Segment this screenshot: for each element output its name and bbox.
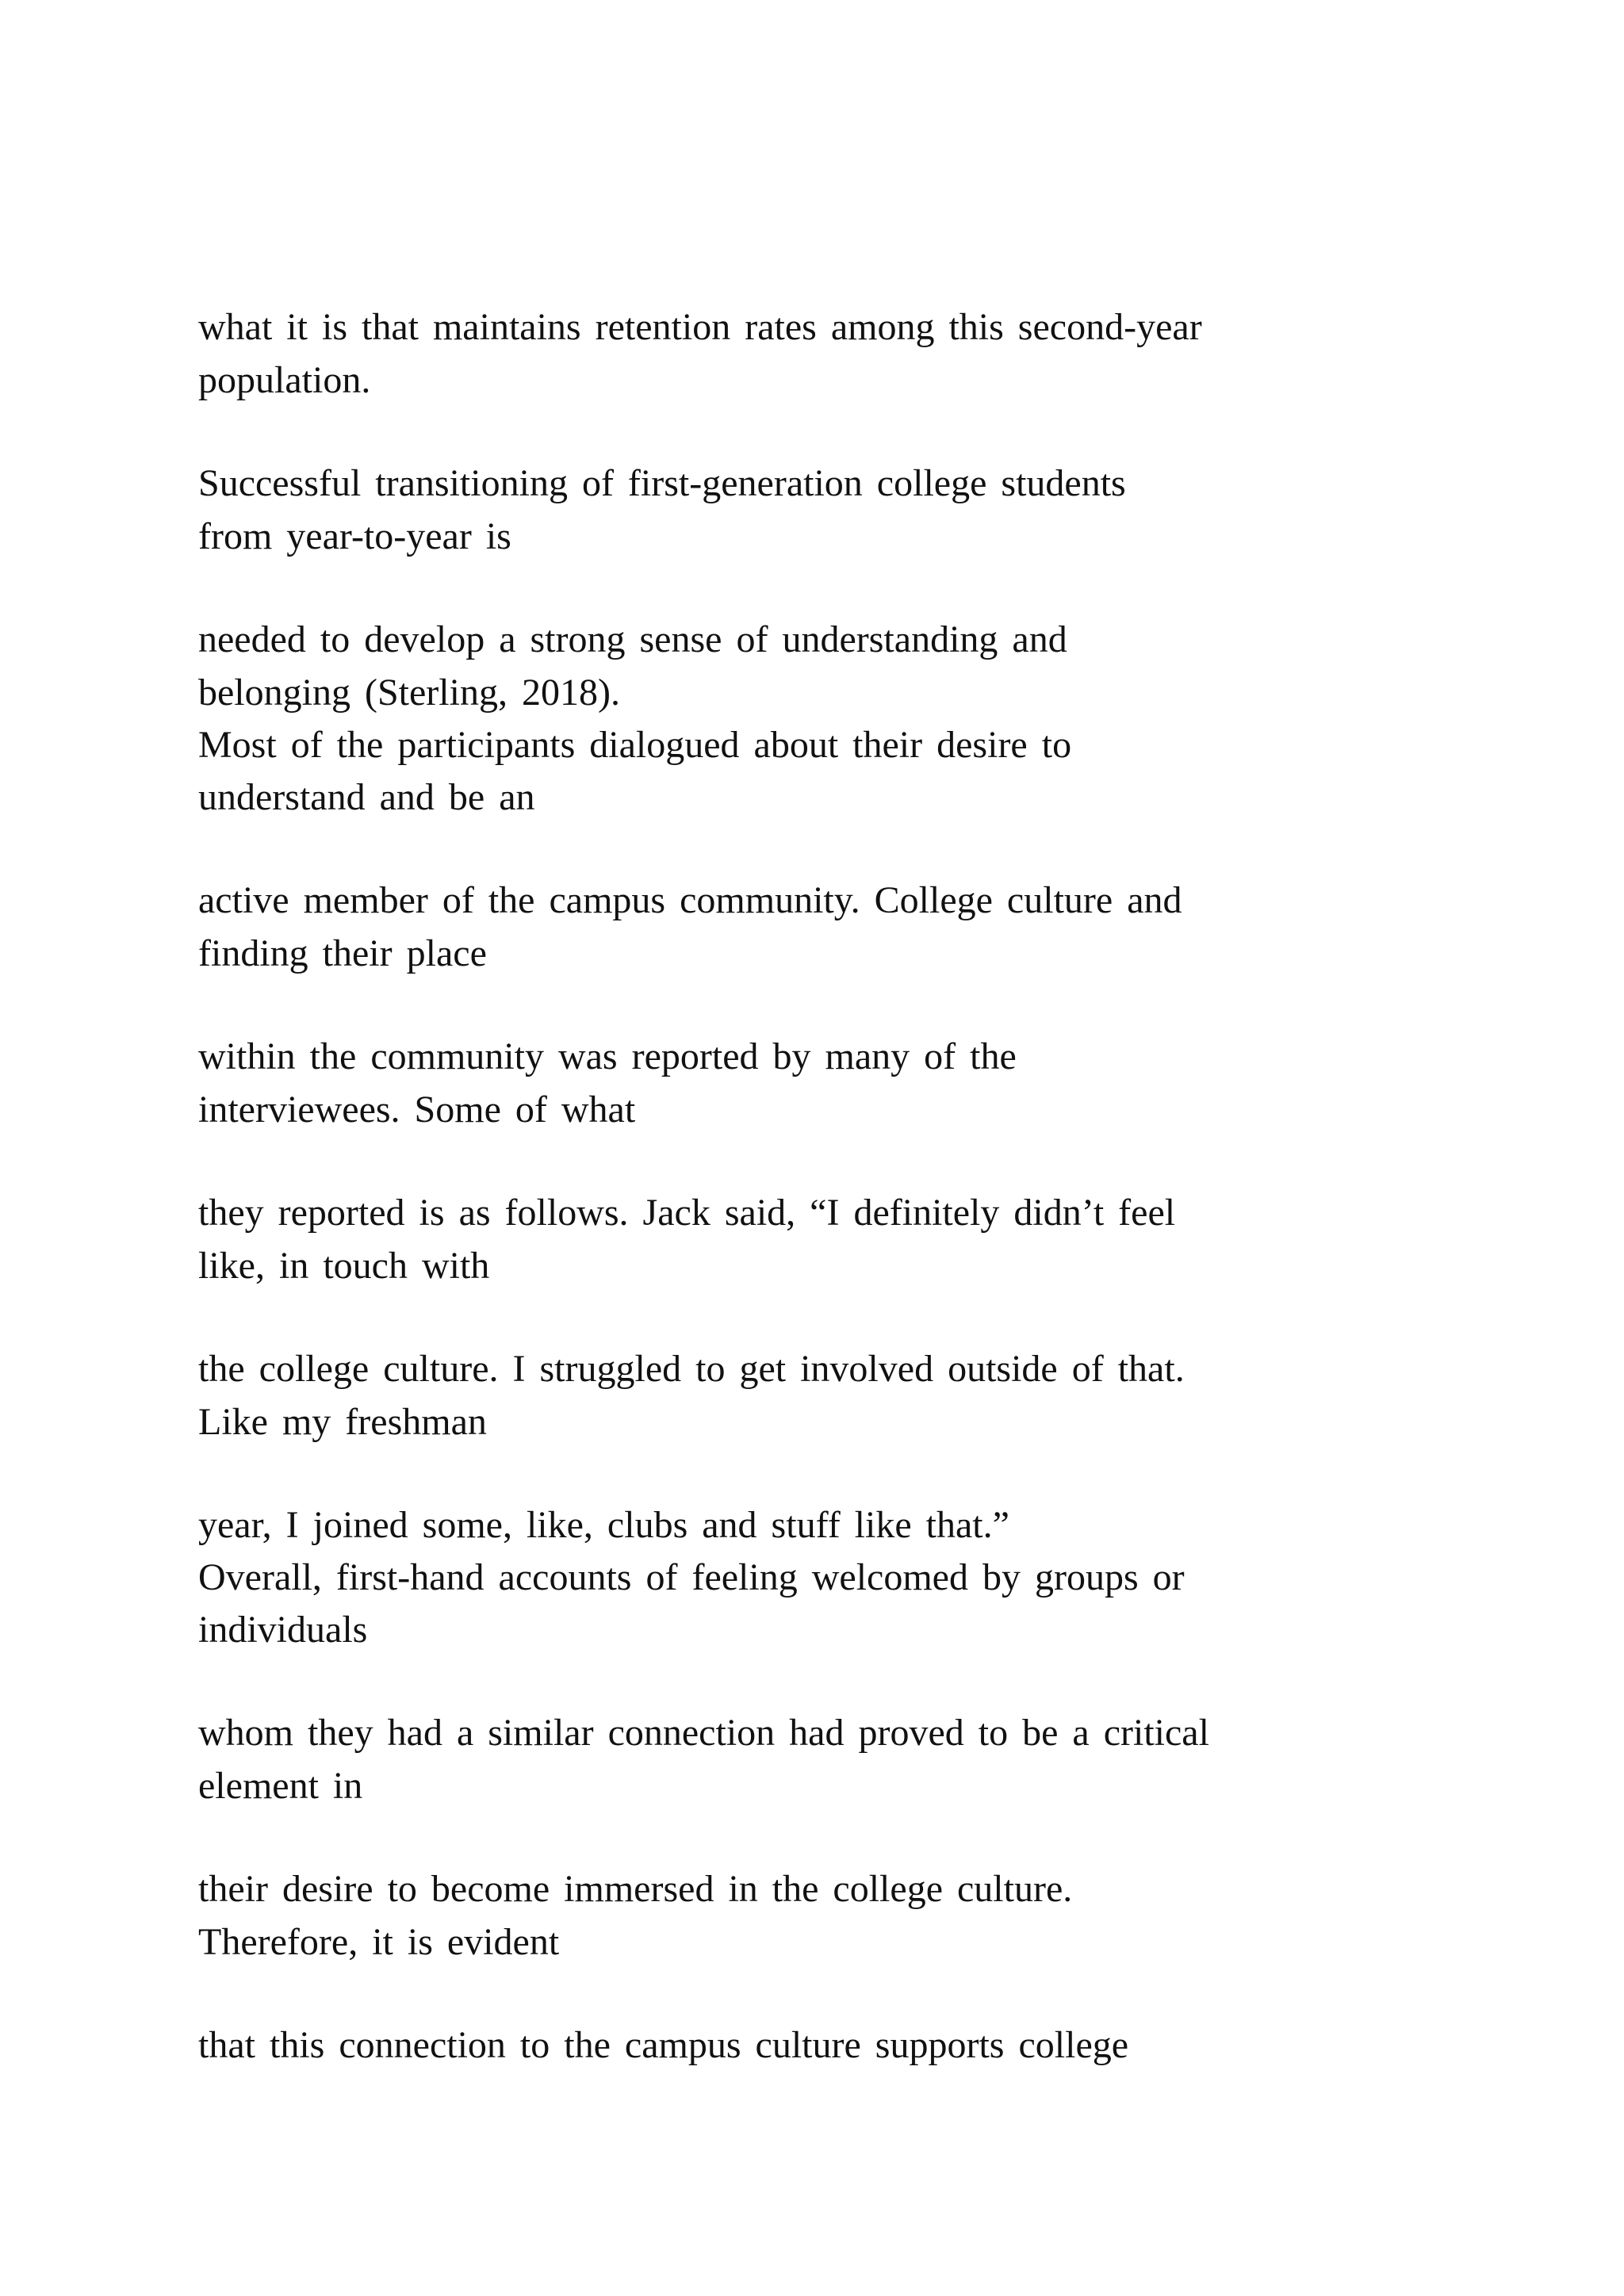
text-line: the college culture. I struggled to get involved outside of that.	[198, 1348, 1185, 1390]
text-line: that this connection to the campus culture supports college	[198, 2024, 1129, 2066]
text-line: interviewees. Some of what	[198, 1089, 636, 1131]
text-line: whom they had a similar connection had proved to be a critical	[198, 1712, 1209, 1754]
text-line: what it is that maintains retention rates among this second-year	[198, 306, 1202, 348]
text-line: Most of the participants dialogued about their desire to	[198, 724, 1072, 766]
text-line: population.	[198, 359, 371, 401]
text-line: year, I joined some, like, clubs and stuff like that.”	[198, 1504, 1009, 1546]
text-line: Like my freshman	[198, 1401, 487, 1443]
text-line: belonging (Sterling, 2018).	[198, 672, 620, 714]
text-line: active member of the campus community. College culture and	[198, 879, 1182, 921]
text-line: Successful transitioning of first-generation college students	[198, 462, 1126, 504]
text-line: their desire to become immersed in the college culture.	[198, 1868, 1073, 1910]
text-line: individuals	[198, 1609, 368, 1651]
text-line: needed to develop a strong sense of understanding and	[198, 618, 1067, 660]
text-line: element in	[198, 1765, 363, 1807]
text-line: within the community was reported by many of the	[198, 1035, 1017, 1077]
text-line: understand and be an	[198, 776, 535, 818]
text-line: from year-to-year is	[198, 515, 511, 557]
text-line: Overall, first-hand accounts of feeling welcomed by groups or	[198, 1556, 1185, 1598]
text-line: like, in touch with	[198, 1245, 490, 1287]
text-line: Therefore, it is evident	[198, 1921, 560, 1963]
text-line: they reported is as follows. Jack said, “I definitely didn’t feel	[198, 1192, 1176, 1234]
text-line: finding their place	[198, 932, 487, 974]
